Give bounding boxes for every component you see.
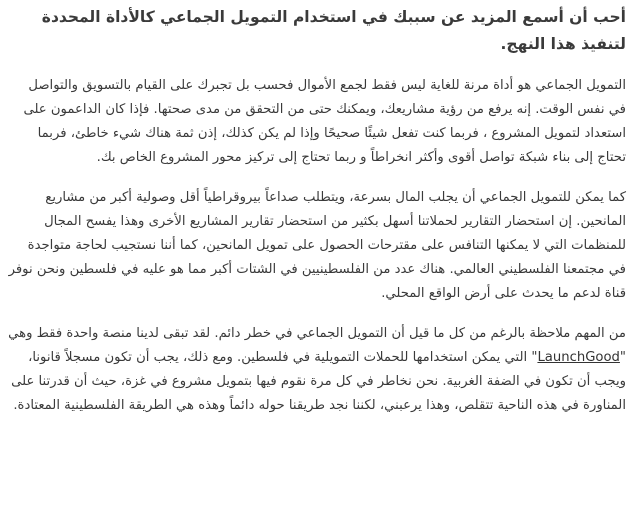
interview-question: أحب أن أسمع المزيد عن سببك في استخدام التمويل الجماعي كالأداة المحددة لتنفيذ هذا النهج. bbox=[41, 8, 626, 53]
answer-paragraph-with-link bbox=[8, 322, 626, 418]
paragraph-text: من المهم ملاحظة بالرغم من كل ما قيل أن التمويل الجماعي في خطر دائم. لقد تبقى لدينا منصة واحدة فقط وهي " bbox=[8, 326, 626, 365]
answer-paragraph: التمويل الجماعي هو أداة مرنة للغاية ليس فقط لجمع الأموال فحسب بل تجبرك على القيام بالتسويق والتواصل في نفس الوقت. إنه يرفع من رؤية مشاريعك، ويمكنك حتى من التحقق من مدى صحتها. فإذا كان الداعمون على استعداد لتمويل المشروع ، فربما كنت تفعل شيئًا صحيحًا وإذا لم يكن كذلك، إذن ثمة هناك شيء خاطئ، فربما تحتاج إلى بناء شبكة تواصل أقوى وأكثر انخراطاً و ربما تحتاج إلى تركيز محور المشروع الخاص بك. bbox=[23, 78, 626, 165]
launchgood-link[interactable]: LaunchGood bbox=[537, 350, 620, 365]
answer-paragraph: كما يمكن للتمويل الجماعي أن يجلب المال بسرعة، ويتطلب صداعاً بيروقراطياً أقل وصولية أكبر من مشاريع المانحين. إن استحضار التقارير لحملاتنا أسهل بكثير من استحضار تقارير المشاريع الأخرى وهذا يفسح المجال للمنظمات التي لا يمكنها التنافس على مقترحات الحصول على تمويل المانحين، كما أننا نستجيب لحاجة متواجدة في مجتمعنا الفلسطيني العالمي. هناك عدد من الفلسطينيين في الشتات أكبر مما هو عليه في فلسطين ونحن نوفر قناة لدعم ما يحدث على أرض الواقع المحلي. bbox=[8, 190, 626, 301]
paragraph-text: " التي يمكن استخدامها للحملات التمويلية في فلسطين. ومع ذلك، يجب أن تكون مسجلاً قانونا، ويجب أن تكون في الضفة الغربية. نحن نخاطر في كل مرة نقوم فيها بتمويل مشروع في غزة، حيث أن قدرتنا على المناورة في هذه الناحية تتقلص، وهذا يرعبني، لكننا نجد طريقنا حوله دائماً وهذه هي الطريقة الفلسطينية المعتادة. bbox=[11, 350, 626, 413]
